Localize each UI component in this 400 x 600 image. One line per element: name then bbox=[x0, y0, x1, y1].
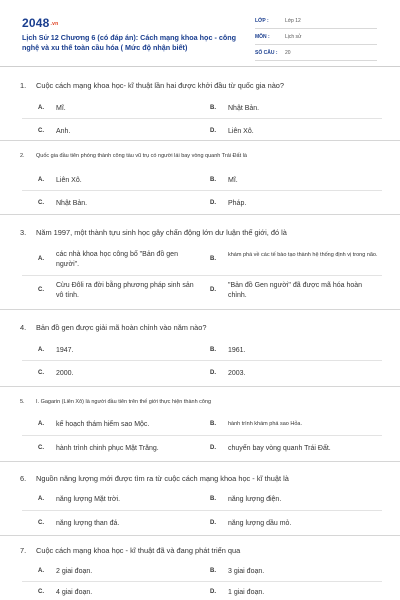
option-letter: C. bbox=[38, 370, 44, 376]
question-number: 6. bbox=[20, 474, 27, 483]
question-text bbox=[20, 474, 380, 483]
option-divider bbox=[22, 360, 382, 361]
option-letter: B. bbox=[210, 496, 216, 502]
option-letter: D. bbox=[210, 287, 216, 293]
question-text bbox=[20, 399, 380, 405]
question-number: 4. bbox=[20, 323, 27, 332]
question-text bbox=[20, 228, 380, 237]
option-text: 4 giai đoạn. bbox=[56, 589, 93, 596]
option-divider bbox=[22, 275, 382, 276]
option-letter: A. bbox=[38, 256, 44, 262]
meta-row-subject bbox=[255, 32, 377, 45]
logo-suffix: .vn bbox=[50, 21, 59, 27]
option-letter: C. bbox=[38, 445, 44, 451]
option-text: Nhật Bản. bbox=[56, 200, 88, 207]
meta-value: Lớp 12 bbox=[285, 18, 301, 24]
option-letter: D. bbox=[210, 370, 216, 376]
option-text: Mĩ. bbox=[228, 177, 238, 184]
question-divider bbox=[0, 386, 400, 387]
question-stem: Quốc gia đầu tiên phóng thành công tàu vũ trụ có người lái bay vòng quanh Trái Đất là bbox=[36, 153, 247, 159]
option-letter: B. bbox=[210, 347, 216, 353]
question-number: 3. bbox=[20, 228, 27, 237]
option-letter: D. bbox=[210, 589, 216, 595]
question-divider bbox=[0, 309, 400, 310]
option-letter: B. bbox=[210, 177, 216, 183]
option-letter: C. bbox=[38, 287, 44, 293]
document-meta bbox=[255, 16, 377, 64]
option-letter: D. bbox=[210, 200, 216, 206]
option-text: kế hoạch thám hiểm sao Mộc. bbox=[56, 421, 150, 428]
option-text: chuyến bay vòng quanh Trái Đất. bbox=[228, 445, 331, 452]
question-number: 5. bbox=[20, 399, 25, 405]
option-text: hành trình chinh phục Mặt Trăng. bbox=[56, 445, 159, 452]
option-text: khám phá về các tế bào tạo thành hệ thống định vị trong não. bbox=[228, 252, 378, 258]
page-header bbox=[0, 0, 400, 66]
question-number: 1. bbox=[20, 81, 27, 90]
option-letter: B. bbox=[210, 256, 216, 262]
header-divider bbox=[0, 66, 400, 67]
option-letter: B. bbox=[210, 421, 216, 427]
question-stem: Năm 1997, một thành tựu sinh học gây chấn động lớn dư luận thế giới, đó là bbox=[36, 228, 287, 237]
option-text: 2 giai đoạn. bbox=[56, 568, 93, 575]
meta-label: LỚP : bbox=[255, 18, 269, 24]
option-text: các nhà khoa học công bố "Bản đồ gen người". bbox=[56, 251, 178, 268]
question-text bbox=[20, 323, 380, 332]
option-text: Nhật Bản. bbox=[228, 105, 260, 112]
option-letter: C. bbox=[38, 128, 44, 134]
option-text: năng lượng Mặt trời. bbox=[56, 496, 121, 503]
option-letter: A. bbox=[38, 105, 44, 111]
option-text: Mĩ. bbox=[56, 105, 66, 112]
option-text: Pháp. bbox=[228, 200, 247, 207]
question-stem: Bản đồ gen được giải mã hoàn chỉnh vào năm nào? bbox=[36, 323, 207, 332]
option-letter: C. bbox=[38, 520, 44, 526]
option-text: năng lượng điện. bbox=[228, 496, 282, 503]
document-title: Lịch Sử 12 Chương 6 (có đáp án): Cách mạng khoa học - công nghệ và xu thế toàn cầu hóa ( Mức độ nhận biết) bbox=[22, 33, 236, 52]
question-number: 2. bbox=[20, 153, 25, 159]
option-text: 1947. bbox=[56, 347, 74, 354]
option-letter: B. bbox=[210, 105, 216, 111]
option-letter: D. bbox=[210, 520, 216, 526]
option-divider bbox=[22, 581, 382, 582]
option-text: 1961. bbox=[228, 347, 246, 354]
option-letter: A. bbox=[38, 421, 44, 427]
meta-row-class bbox=[255, 16, 377, 29]
option-letter: B. bbox=[210, 568, 216, 574]
option-text: Cừu Đôli ra đời bằng phương pháp sinh sản vô tính. bbox=[56, 282, 194, 299]
question-divider bbox=[0, 535, 400, 536]
option-text: năng lượng than đá. bbox=[56, 520, 120, 527]
option-letter: A. bbox=[38, 496, 44, 502]
option-text: hành trình khám phá sao Hỏa. bbox=[228, 421, 302, 427]
question-divider bbox=[0, 214, 400, 215]
question-text bbox=[20, 153, 380, 159]
option-divider bbox=[22, 118, 382, 119]
option-text: 2003. bbox=[228, 370, 246, 377]
question-divider bbox=[0, 461, 400, 462]
question-stem: Cuộc cách mạng khoa học - kĩ thuật đã và đang phát triển qua bbox=[36, 546, 241, 555]
option-text: Liên Xô. bbox=[228, 128, 254, 135]
question-stem: Cuộc cách mạng khoa học- kĩ thuật lần hai được khởi đầu từ quốc gia nào? bbox=[36, 81, 285, 90]
question-stem: I. Gagarin (Liên Xô) là người đầu tiên trên thế giới thực hiện thành công bbox=[36, 399, 212, 405]
option-letter: D. bbox=[210, 128, 216, 134]
option-text: 3 giai đoạn. bbox=[228, 568, 265, 575]
site-logo[interactable] bbox=[22, 16, 58, 30]
option-letter: C. bbox=[38, 589, 44, 595]
option-text: năng lượng dầu mỏ. bbox=[228, 520, 292, 527]
option-letter: A. bbox=[38, 568, 44, 574]
question-text bbox=[20, 81, 380, 90]
meta-row-count bbox=[255, 48, 377, 61]
question-text bbox=[20, 546, 380, 555]
meta-value: Lịch sử bbox=[285, 34, 302, 40]
option-letter: A. bbox=[38, 347, 44, 353]
option-text: Liên Xô. bbox=[56, 177, 82, 184]
question-stem: Nguồn năng lượng mới được tìm ra từ cuộc cách mạng khoa học - kĩ thuật là bbox=[36, 474, 289, 483]
question-divider bbox=[0, 140, 400, 141]
meta-value: 20 bbox=[285, 50, 291, 56]
option-divider bbox=[22, 510, 382, 511]
option-text: "Bản đồ Gen người" đã được mã hóa hoàn chỉnh. bbox=[228, 282, 363, 299]
option-text: 1 giai đoạn. bbox=[228, 589, 265, 596]
meta-label: SỐ CÂU : bbox=[255, 50, 278, 56]
meta-label: MÔN : bbox=[255, 34, 270, 40]
option-letter: A. bbox=[38, 177, 44, 183]
option-divider bbox=[22, 435, 382, 436]
option-letter: C. bbox=[38, 200, 44, 206]
logo-main: 2048 bbox=[22, 16, 50, 30]
option-divider bbox=[22, 190, 382, 191]
option-text: 2000. bbox=[56, 370, 74, 377]
option-letter: D. bbox=[210, 445, 216, 451]
option-text: Anh. bbox=[56, 128, 71, 135]
question-number: 7. bbox=[20, 546, 27, 555]
